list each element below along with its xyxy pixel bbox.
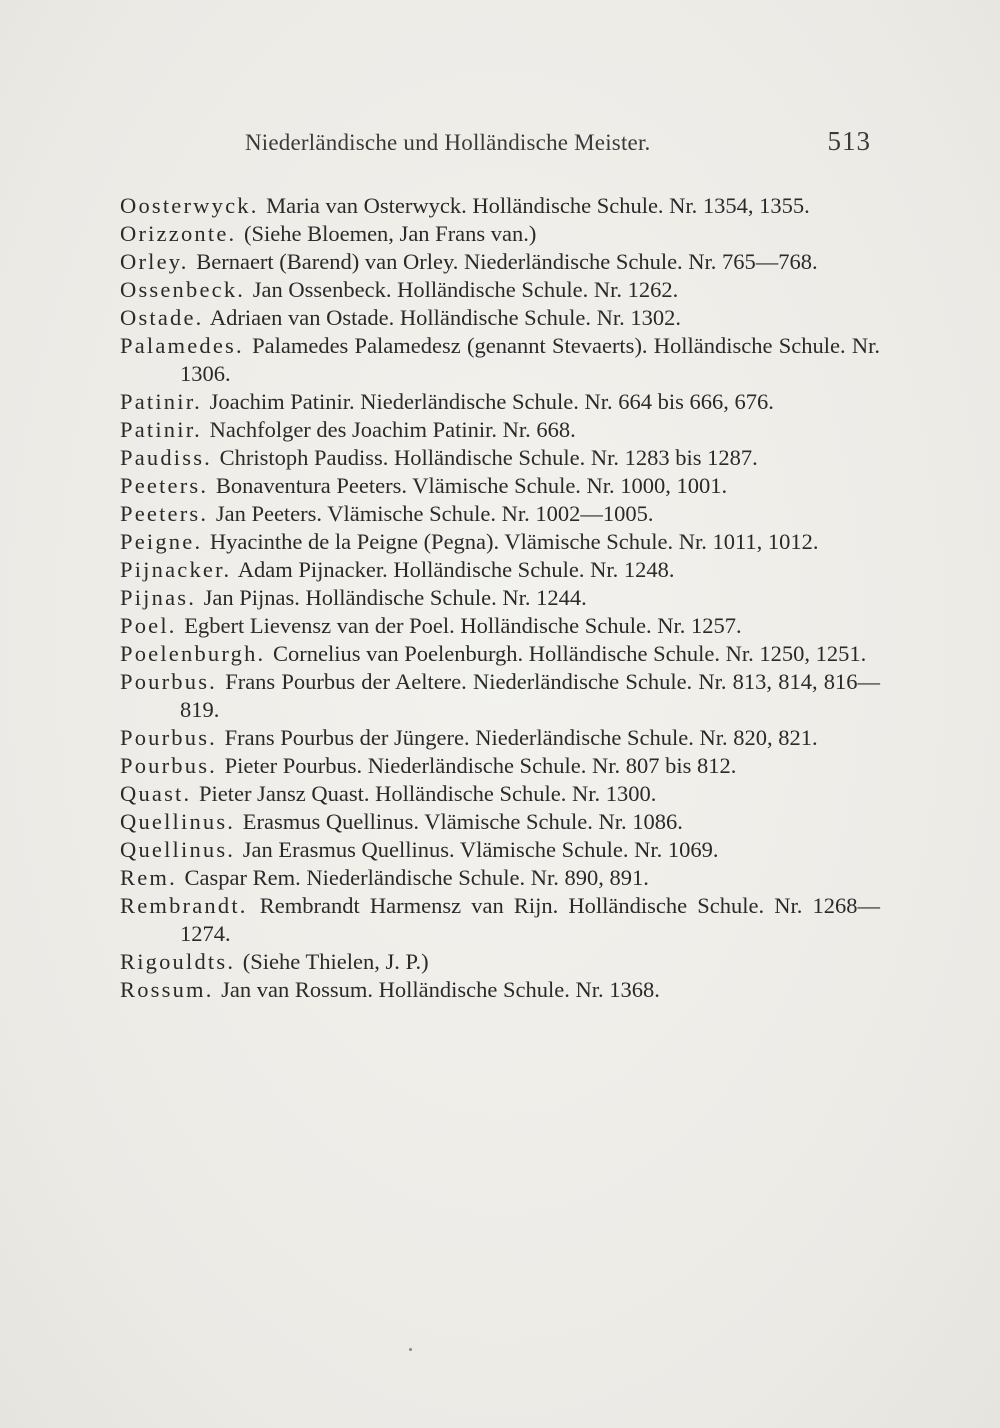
artist-name: Orizzonte.	[120, 221, 237, 246]
entry-text: Erasmus Quellinus. Vlämische Schule. Nr. 1086.	[242, 809, 683, 834]
index-entry	[120, 808, 880, 836]
index-entry	[120, 640, 880, 668]
artist-name: Rigouldts.	[120, 949, 236, 974]
artist-name: Rem.	[120, 865, 177, 890]
entry-text: Nachfolger des Joachim Patinir. Nr. 668.	[209, 417, 576, 442]
entry-text: Pieter Pourbus. Niederländische Schule. Nr. 807 bis 812.	[224, 753, 737, 778]
artist-name: Patinir.	[120, 417, 202, 442]
artist-name: Orley.	[120, 249, 189, 274]
index-entry	[120, 948, 880, 976]
index-entry	[120, 248, 880, 276]
entry-text: Palamedes Palamedesz (genannt Stevaerts). Holländische Schule. Nr. 1306.	[180, 333, 880, 386]
artist-name: Quellinus.	[120, 809, 236, 834]
artist-name: Oosterwyck.	[120, 193, 259, 218]
artist-name: Pourbus.	[120, 753, 217, 778]
index-entry	[120, 668, 880, 724]
index-entry	[120, 724, 880, 752]
index-entry	[120, 416, 880, 444]
artist-name: Rembrandt.	[120, 893, 248, 918]
artist-name: Pijnacker.	[120, 557, 232, 582]
artist-name: Rossum.	[120, 977, 214, 1002]
entry-text: Adam Pijnacker. Holländische Schule. Nr. 1248.	[237, 557, 675, 582]
index-entry	[120, 388, 880, 416]
index-entry	[120, 220, 880, 248]
artist-name: Peeters.	[120, 473, 209, 498]
index-entry	[120, 976, 880, 1004]
entry-text: Jan Erasmus Quellinus. Vlämische Schule. Nr. 1069.	[242, 837, 719, 862]
entry-text: Jan Ossenbeck. Holländische Schule. Nr. 1262.	[252, 277, 679, 302]
entry-text: Jan Pijnas. Holländische Schule. Nr. 1244.	[203, 585, 587, 610]
artist-name: Palamedes.	[120, 333, 244, 358]
entry-text: (Siehe Thielen, J. P.)	[242, 949, 429, 974]
index-entry	[120, 500, 880, 528]
entry-text: Frans Pourbus der Aeltere. Niederländische Schule. Nr. 813, 814, 816—819.	[180, 669, 881, 722]
entry-text: Hyacinthe de la Peigne (Pegna). Vlämische Schule. Nr. 1011, 1012.	[209, 529, 819, 554]
entry-text: Caspar Rem. Niederländische Schule. Nr. 890, 891.	[184, 865, 649, 890]
page-number: 513	[827, 126, 871, 156]
entry-text: Adriaen van Ostade. Holländische Schule. Nr. 1302.	[209, 305, 682, 330]
entry-text: Cornelius van Poelenburgh. Holländische Schule. Nr. 1250, 1251.	[272, 641, 867, 666]
entry-text: Rembrandt Harmensz van Rijn. Holländische Schule. Nr. 1268—1274.	[180, 893, 880, 946]
entry-text: Joachim Patinir. Niederländische Schule. Nr. 664 bis 666, 676.	[209, 389, 774, 414]
artist-index-list	[120, 192, 880, 1004]
index-entry	[120, 892, 880, 948]
entry-text: Egbert Lievensz van der Poel. Holländische Schule. Nr. 1257.	[184, 613, 742, 638]
artist-name: Patinir.	[120, 389, 202, 414]
entry-text: Bernaert (Barend) van Orley. Niederländische Schule. Nr. 765—768.	[196, 249, 818, 274]
index-entry	[120, 752, 880, 780]
entry-text: Frans Pourbus der Jüngere. Niederländische Schule. Nr. 820, 821.	[224, 725, 818, 750]
index-entry	[120, 472, 880, 500]
artist-name: Pourbus.	[120, 725, 217, 750]
index-entry	[120, 556, 880, 584]
artist-name: Pourbus.	[120, 669, 217, 694]
index-entry	[120, 192, 880, 220]
index-entry	[120, 584, 880, 612]
artist-name: Pijnas.	[120, 585, 197, 610]
index-entry	[120, 332, 880, 388]
artist-name: Ossenbeck.	[120, 277, 246, 302]
index-entry	[120, 836, 880, 864]
ink-speck	[409, 1348, 412, 1351]
artist-name: Quast.	[120, 781, 192, 806]
artist-name: Peigne.	[120, 529, 203, 554]
index-entry	[120, 864, 880, 892]
index-entry	[120, 780, 880, 808]
entry-text: Christoph Paudiss. Holländische Schule. Nr. 1283 bis 1287.	[219, 445, 758, 470]
artist-name: Poelenburgh.	[120, 641, 266, 666]
index-entry	[120, 612, 880, 640]
entry-text: Pieter Jansz Quast. Holländische Schule. Nr. 1300.	[198, 781, 657, 806]
index-entry	[120, 528, 880, 556]
entry-text: Maria van Osterwyck. Holländische Schule. Nr. 1354, 1355.	[266, 193, 810, 218]
running-header	[245, 126, 875, 166]
artist-name: Paudiss.	[120, 445, 212, 470]
entry-text: (Siehe Bloemen, Jan Frans van.)	[243, 221, 537, 246]
index-entry	[120, 276, 880, 304]
index-entry	[120, 304, 880, 332]
running-title: Niederländische und Holländische Meister.	[245, 130, 651, 155]
artist-name: Poel.	[120, 613, 177, 638]
artist-name: Peeters.	[120, 501, 209, 526]
artist-name: Quellinus.	[120, 837, 236, 862]
artist-name: Ostade.	[120, 305, 204, 330]
index-entry	[120, 444, 880, 472]
entry-text: Jan van Rossum. Holländische Schule. Nr. 1368.	[221, 977, 660, 1002]
entry-text: Jan Peeters. Vlämische Schule. Nr. 1002—1005.	[215, 501, 654, 526]
entry-text: Bonaventura Peeters. Vlämische Schule. Nr. 1000, 1001.	[215, 473, 728, 498]
